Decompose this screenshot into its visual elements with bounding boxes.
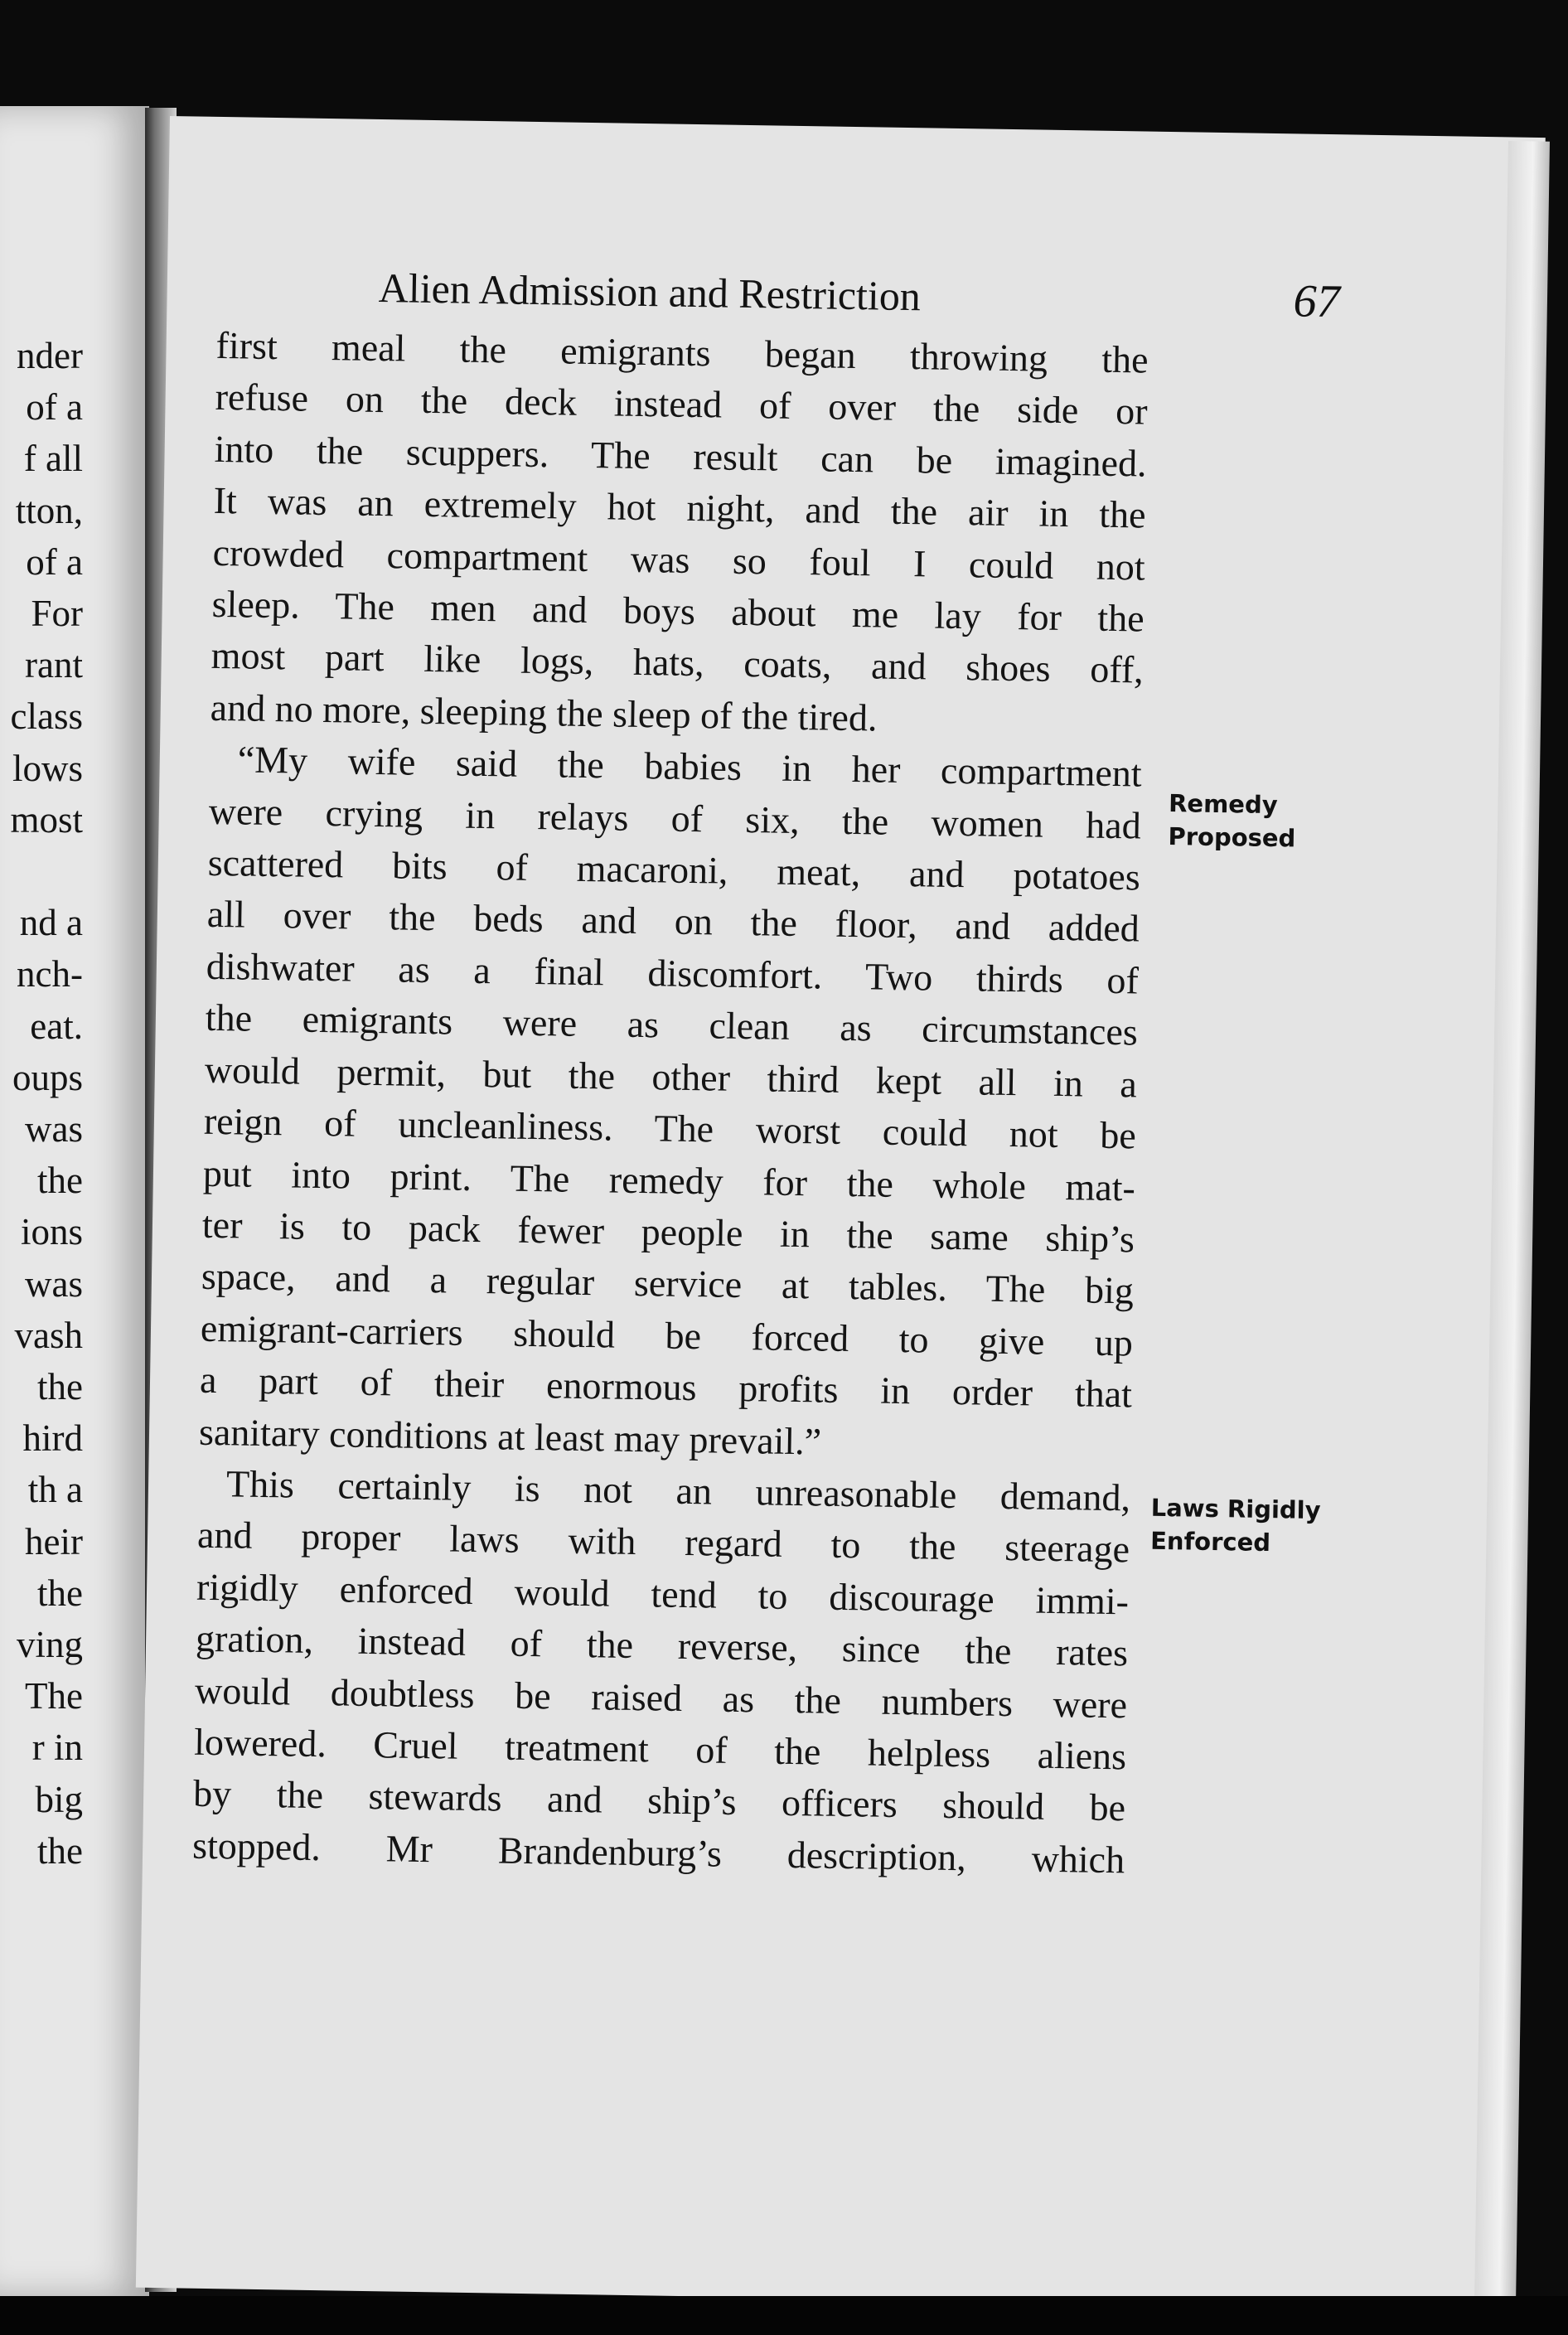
text-line: crowded compartment was so foul I could not <box>212 530 1146 589</box>
text-line: into the scuppers. The result can be imagined. <box>214 427 1147 485</box>
left-line: the <box>37 1829 83 1872</box>
left-line: nch- <box>17 953 83 996</box>
left-line: of a <box>26 386 83 429</box>
text-line: would doubtless be raised as the numbers were <box>194 1669 1128 1726</box>
left-line: f all <box>23 438 83 480</box>
text-line: rigidly enforced would tend to discourage immi- <box>196 1565 1130 1623</box>
text-line: would permit, but the other third kept all in a <box>204 1048 1138 1106</box>
left-line: was <box>25 1262 83 1305</box>
text-line: refuse on the deck instead of over the side or <box>215 375 1148 433</box>
text-line: a part of their enormous profits in order that <box>199 1358 1133 1416</box>
text-line: dishwater as a final discomfort. Two thirds of <box>206 944 1140 1002</box>
text-line: “My wife said the babies in her compartment <box>237 738 1143 795</box>
left-page <box>0 106 149 2296</box>
sidenote-line: Laws Rigidly <box>1150 1493 1321 1525</box>
left-line: For <box>31 593 83 635</box>
left-line: big <box>35 1778 83 1820</box>
body-text <box>192 320 1149 1887</box>
text-line: space, and a regular service at tables. The big <box>201 1255 1135 1312</box>
text-line: reign of uncleanliness. The worst could not be <box>203 1099 1137 1157</box>
left-line: most <box>10 798 83 841</box>
text-line: were crying in relays of six, the women had <box>208 789 1142 847</box>
right-page <box>136 116 1546 2309</box>
left-line: the <box>37 1572 83 1614</box>
running-title: Alien Admission and Restriction <box>378 264 922 320</box>
text-line: and no more, sleeping the sleep of the tired. <box>210 685 878 739</box>
left-line: of a <box>26 540 83 583</box>
left-line: ions <box>20 1211 83 1253</box>
left-line: oups <box>12 1056 83 1098</box>
left-line: nd a <box>19 902 83 944</box>
left-line: tton, <box>15 489 83 531</box>
text-line: This certainly is not an unreasonable demand, <box>225 1462 1131 1519</box>
text-line: emigrant-carriers should be forced to give up <box>200 1306 1134 1364</box>
text-line: stopped. Mr Brandenburg’s description, which <box>191 1824 1125 1882</box>
sidenote-line: Enforced <box>1149 1526 1271 1557</box>
page-number: 67 <box>1293 275 1341 328</box>
left-line: lows <box>12 747 83 789</box>
text-line: lowered. Cruel treatment of the helpless aliens <box>193 1720 1127 1778</box>
text-line: sleep. The men and boys about me lay for the <box>211 582 1145 640</box>
left-line: vash <box>14 1314 83 1356</box>
left-line-blank <box>0 845 83 897</box>
sidenote-remedy-proposed <box>1168 787 1384 856</box>
left-line: rant <box>25 644 83 686</box>
left-line: th a <box>27 1469 83 1511</box>
text-line: gration, instead of the reverse, since the rates <box>195 1616 1129 1674</box>
left-line: was <box>25 1108 83 1151</box>
sidenote-line: Proposed <box>1168 822 1296 853</box>
left-line: nder <box>17 335 83 376</box>
text-line: first meal the emigrants began throwing the <box>215 323 1149 381</box>
scan-border <box>0 2296 1568 2335</box>
text-line: by the stewards and ship’s officers should be <box>192 1772 1126 1829</box>
text-line: put into print. The remedy for the whole mat- <box>202 1151 1136 1209</box>
left-line: r in <box>31 1727 83 1769</box>
left-line: the <box>37 1160 83 1202</box>
text-line: and proper laws with regard to the steerage <box>196 1514 1130 1571</box>
text-line: sanitary conditions at least may prevail.” <box>198 1410 822 1463</box>
running-header <box>378 260 1340 328</box>
text-line: It was an extremely hot night, and the air in the <box>213 479 1146 536</box>
left-line: hird <box>22 1417 83 1460</box>
text-line: the emigrants were as clean as circumstances <box>205 996 1139 1054</box>
sidenote-laws-rigidly-enforced <box>1150 1491 1367 1561</box>
left-page-text <box>0 330 83 1877</box>
text-line: scattered bits of macaroni, meat, and potatoes <box>207 841 1141 899</box>
left-line: ving <box>16 1624 83 1666</box>
left-line: eat. <box>30 1005 83 1047</box>
left-line: class <box>10 695 83 738</box>
text-line: most part like logs, hats, coats, and shoes off, <box>211 634 1145 691</box>
left-line: the <box>37 1366 83 1408</box>
left-line: heir <box>25 1520 83 1562</box>
sidenote-line: Remedy <box>1168 789 1278 820</box>
text-line: all over the beds and on the floor, and added <box>206 893 1140 950</box>
text-line: ter is to pack fewer people in the same ship’s <box>201 1203 1135 1261</box>
left-line: The <box>25 1675 83 1717</box>
